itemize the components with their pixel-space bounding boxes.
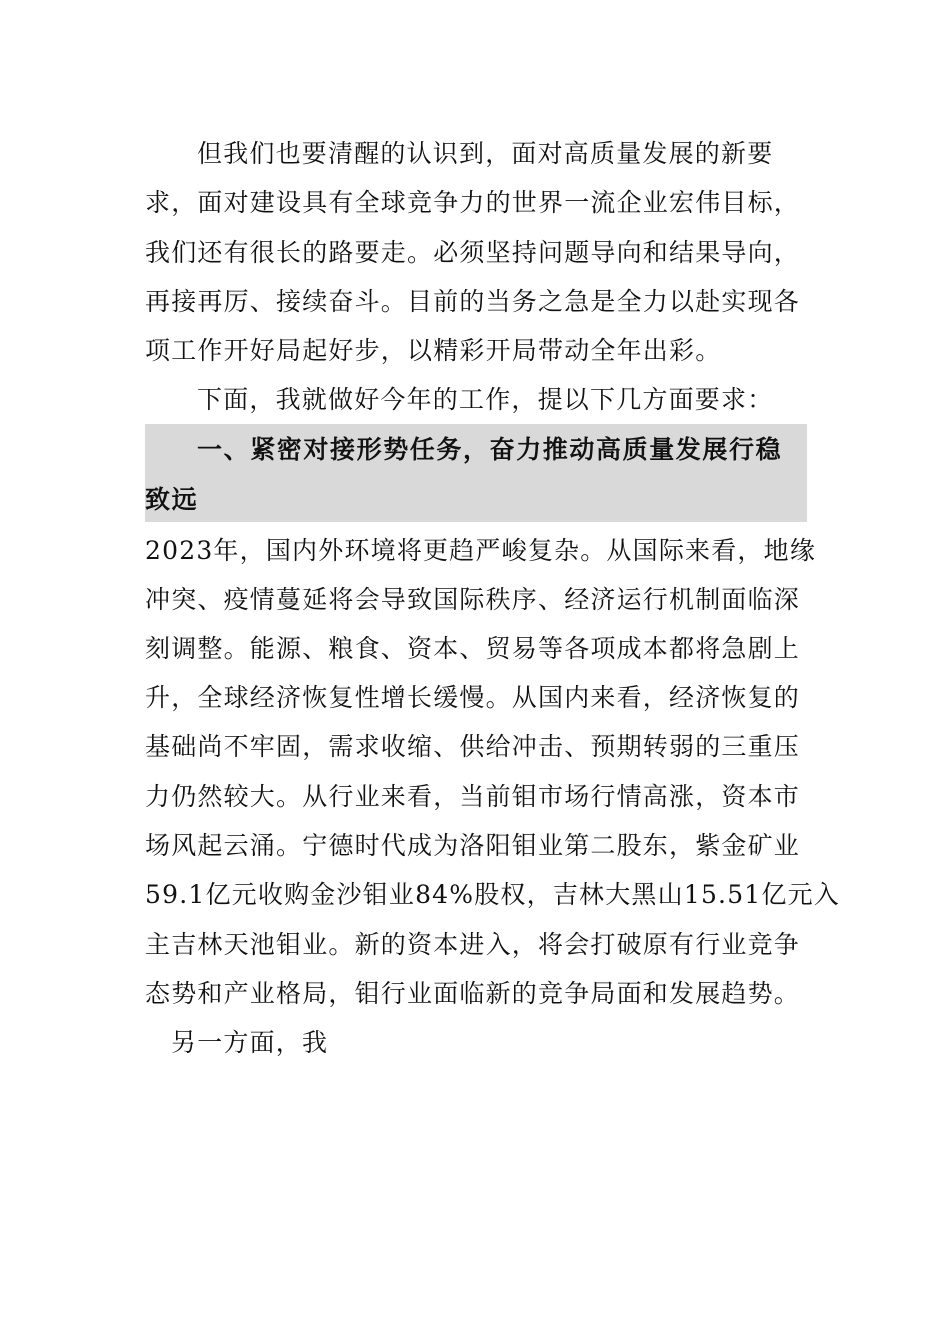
paragraph-3-line-8: 59.1亿元收购金沙钼业84%股权，吉林大黑山15.51亿元入	[145, 880, 841, 909]
paragraph-1-line-2: 求，面对建设具有全球竞争力的世界一流企业宏伟目标，	[145, 188, 801, 217]
paragraph-3-line-2: 冲突、疫情蔓延将会导致国际秩序、经济运行机制面临深	[145, 585, 801, 614]
paragraph-1-line-5: 项工作开好局起好步，以精彩开局带动全年出彩。	[145, 336, 722, 365]
paragraph-3-line-7: 场风起云涌。宁德时代成为洛阳钼业第二股东，紫金矿业	[145, 831, 801, 860]
paragraph-3-line-3: 刻调整。能源、粮食、资本、贸易等各项成本都将急剧上	[145, 634, 801, 663]
paragraph-3-line-10: 态势和产业格局，钼行业面临新的竞争局面和发展趋势。	[145, 979, 801, 1008]
section-heading-line-1: 一、紧密对接形势任务，奋力推动高质量发展行稳	[197, 435, 783, 464]
paragraph-1-line-1: 但我们也要清醒的认识到，面对高质量发展的新要	[197, 139, 774, 168]
paragraph-3-line-5: 基础尚不牢固，需求收缩、供给冲击、预期转弱的三重压	[145, 732, 801, 761]
section-heading-line-2: 致远	[145, 485, 199, 514]
paragraph-2-line-1: 下面，我就做好今年的工作，提以下几方面要求：	[197, 385, 774, 414]
paragraph-3-line-4: 升，全球经济恢复性增长缓慢。从国内来看，经济恢复的	[145, 683, 801, 712]
paragraph-1-line-3: 我们还有很长的路要走。必须坚持问题导向和结果导向，	[145, 238, 801, 267]
paragraph-3-line-6: 力仍然较大。从行业来看，当前钼市场行情高涨，资本市	[145, 782, 801, 811]
paragraph-3-line-1: 2023年，国内外环境将更趋严峻复杂。从国际来看，地缘	[145, 536, 817, 565]
paragraph-4-line-1: 另一方面，我	[171, 1028, 329, 1057]
paragraph-3-line-9: 主吉林天池钼业。新的资本进入，将会打破原有行业竞争	[145, 930, 801, 959]
paragraph-1-line-4: 再接再厉、接续奋斗。目前的当务之急是全力以赴实现各	[145, 287, 801, 316]
